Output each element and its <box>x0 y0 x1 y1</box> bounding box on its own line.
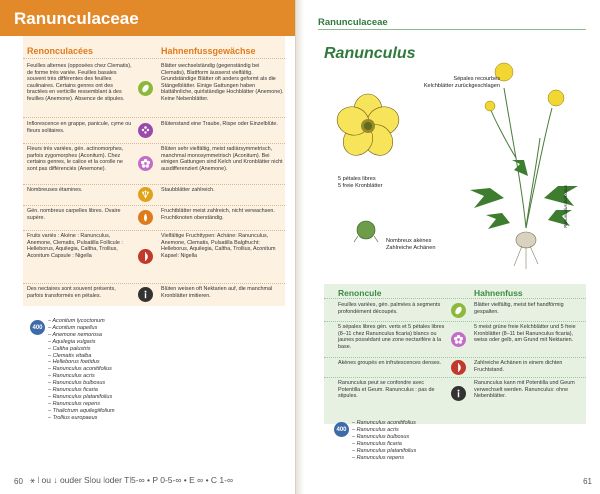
species-list-item[interactable]: – Caltha palustris <box>48 345 91 352</box>
left-page <box>0 0 296 494</box>
fruit-icon <box>451 360 466 375</box>
species-list-item[interactable]: – Aconitum lycoctonum <box>48 318 105 324</box>
column-header-fr: Renoncule <box>338 288 382 298</box>
species-list-item[interactable]: – Aconitum napellus <box>48 324 98 331</box>
trait-row <box>23 143 285 183</box>
trait-text-de: Zahlreiche Achänen in einem dichten Fruchtstand. <box>474 360 563 373</box>
species-list-item[interactable]: – Clematis vitalba <box>48 352 92 359</box>
species-list-item[interactable]: – Helleborus foetidus <box>48 359 100 366</box>
plant-illustration <box>490 88 552 228</box>
petal-annotation: 5 pétales libres 5 freie Kronblätter <box>338 176 383 189</box>
illustration-credit: Ranunculus bulbosus <box>563 184 568 228</box>
trait-text-fr: Akènes groupés en infrutescences denses. <box>338 360 442 366</box>
trait-text-fr: Inflorescence en grappe, panicule, cyme ou fleurs solitaires. <box>27 121 132 134</box>
trait-text-de: Vielfältige Fruchttypen: Achäne: Ranunculus, Anemone, Clematis, Pulsatilla Balgfrucht: Helleborus, Aquilegia, Caltha, Trollius, Aconitum Kapsel: Nigella <box>161 233 276 259</box>
species-list <box>48 318 248 422</box>
stamen-icon <box>138 187 153 202</box>
page-badge: 400 <box>30 320 45 335</box>
species-list-item[interactable]: – Ranunculus aconitifolius <box>352 420 416 426</box>
trait-text-de: Fruchtblätter meist zahlreich, nicht verwachsen. Fruchtknoten oberständig. <box>161 208 275 221</box>
divider <box>324 298 586 299</box>
trait-text-fr: Gén. nombreux carpelles libres. Ovaire supère. <box>27 208 121 221</box>
right-page <box>304 0 600 494</box>
sepal-annotation: Sépales recourbés Kelchblätter zurückgeschlagen <box>423 76 500 89</box>
page-number: 61 <box>583 477 592 486</box>
trait-text-de: Blütenstand eine Traube, Rispe oder Einzelblüte. <box>161 121 278 127</box>
inflorescence-icon <box>138 123 153 138</box>
flower-illustration <box>333 94 402 161</box>
genus-title: Ranunculus <box>324 45 416 62</box>
divider <box>318 29 586 30</box>
trait-text-de: Blüten sehr vielfältig, meist radiärsymmetrisch, manchmal monosymmetrisch (Aconitum). Bei einigen Gattungen sind Kelch und Kronblätter nicht ausdifferenziert (Anemone). <box>161 146 283 172</box>
species-list-item[interactable]: – Ranunculus aconitifolius <box>48 366 112 373</box>
divider <box>23 58 285 59</box>
leaf-icon <box>138 81 153 96</box>
species-list <box>352 420 552 461</box>
species-list-item[interactable]: – Ranunculus acris <box>352 426 399 433</box>
carpel-icon <box>138 210 153 225</box>
page-badge: 400 <box>334 422 349 437</box>
species-list-item[interactable]: – Ranunculus acris <box>48 373 95 380</box>
trait-text-fr: Nombreuses étamines. <box>27 187 83 193</box>
species-list-item[interactable]: – Ranunculus platanifolius <box>48 393 113 400</box>
info-icon <box>451 386 466 401</box>
family-header-bar <box>0 0 296 36</box>
trait-text-de: Blätter wechselständig (gegenständig bei Clematis), Blattform äusserst vielfältig. Grundständige Blätter oft anders geformt als die Stängelblätter. Einige Gattungen haben blattähnliche, quirlständige Hochblätter (Anemone). Keine Nebenblätter. <box>161 63 284 102</box>
leaf-icon <box>451 303 466 318</box>
column-header-fr: Renonculacées <box>27 46 94 56</box>
genus-trait-row <box>324 378 586 408</box>
floral-formula: ⚹ ∣ ou ↓ ouder S∣ou ∣oder T∣5-∞ • P 0-5-∞ • E ∞ • C 1-∞ <box>30 475 234 485</box>
species-list-item[interactable]: – Aquilegia vulgaris <box>48 338 96 345</box>
trait-row <box>23 118 285 142</box>
family-title: Ranunculaceae <box>14 9 139 28</box>
species-list-item[interactable]: – Trollius europaeus <box>48 414 98 421</box>
trait-text-fr: 5 sépales libres gén. verts et 5 pétales libres (8–11 chez Ranunculus ficaria) blancs ou jaunes possédant une zone nectarifère à la base. <box>338 324 445 350</box>
trait-text-de: 5 meist grüne freie Kelchblätter und 5 freie Kronblätter (8–11 bei Ranunculus ficaria), weiss oder gelb, am Grund mit Nektarien. <box>474 324 576 344</box>
genus-trait-row <box>324 322 586 356</box>
trait-row <box>23 60 285 116</box>
trait-text-fr: Fruits variés : Akène : Ranunculus, Anemone, Clematis, Pulsatilla Follicule : Helleborus, Aquilegia, Caltha, Trollius, Aconitum Capsule : Nigella <box>27 233 123 259</box>
trait-row <box>23 230 285 282</box>
species-list-item[interactable]: – Ranunculus repens <box>48 400 100 407</box>
trait-row <box>23 283 285 305</box>
species-list-item[interactable]: – Ranunculus platanifolius <box>352 447 417 454</box>
trait-text-de: Blüten weisen oft Nektarien auf, die manchmal Kronblätter imitieren. <box>161 286 273 299</box>
species-list-item[interactable]: – Ranunculus bulbosus <box>352 433 410 440</box>
species-list-item[interactable]: – Anemone nemorosa <box>48 331 102 338</box>
trait-text-de: Staubblätter zahlreich. <box>161 187 215 193</box>
flower-icon <box>138 156 153 171</box>
achene-annotation: Nombreux akènes Zahlreiche Achänen <box>386 238 436 251</box>
info-icon <box>138 287 153 302</box>
trait-text-fr: Ranunculus peut se confondre avec Potentilla et Geum. Ranunculus : pas de stipules. <box>338 380 435 400</box>
trait-row <box>23 205 285 229</box>
species-list-item[interactable]: – Ranunculus ficaria <box>48 387 98 394</box>
book-gutter <box>296 0 304 494</box>
trait-text-de: Ranunculus kann mit Potentilla und Geum verwechselt werden. Ranunculus: ohne Nebenblätter. <box>474 380 575 400</box>
page-number: 60 <box>14 477 23 486</box>
species-list-item[interactable]: – Ranunculus ficaria <box>352 440 402 447</box>
trait-text-de: Blätter vielfältig, meist tief handförmig gespalten. <box>474 302 564 315</box>
column-header-de: Hahnenfuss <box>474 288 523 298</box>
species-list-item[interactable]: – Ranunculus bulbosus <box>48 380 106 387</box>
flower-icon <box>451 332 466 347</box>
trait-text-fr: Feuilles alternes (opposées chez Clematis), de forme très variée. Feuilles basales souvent très différentes des feuilles caulinaires. Certains genres ont des bractées en verticille ressemblant à des feuilles (Anemone). Absence de stipules. <box>27 63 132 102</box>
genus-trait-row <box>324 300 586 320</box>
genus-trait-row <box>324 358 586 376</box>
column-header-de: Hahnenfussgewächse <box>161 46 256 56</box>
species-list-item[interactable]: – Ranunculus repens <box>352 454 404 461</box>
trait-row <box>23 184 285 204</box>
family-header: Ranunculaceae <box>318 17 388 28</box>
fruit-icon <box>138 249 153 264</box>
trait-text-fr: Des nectaires sont souvent présents, parfois transformés en pétales. <box>27 286 116 299</box>
species-list-item[interactable]: – Thalictrum aquilegiifolium <box>48 407 115 414</box>
trait-text-fr: Fleurs très variées, gén. actinomorphes, parfois zygomorphes (Aconitum). Chez certains genres, le calice et la corolle ne sont pas différenciés (Anemone). <box>27 146 124 172</box>
trait-text-fr: Feuilles variées, gén. palmées à segments profondément découpés. <box>338 302 441 315</box>
